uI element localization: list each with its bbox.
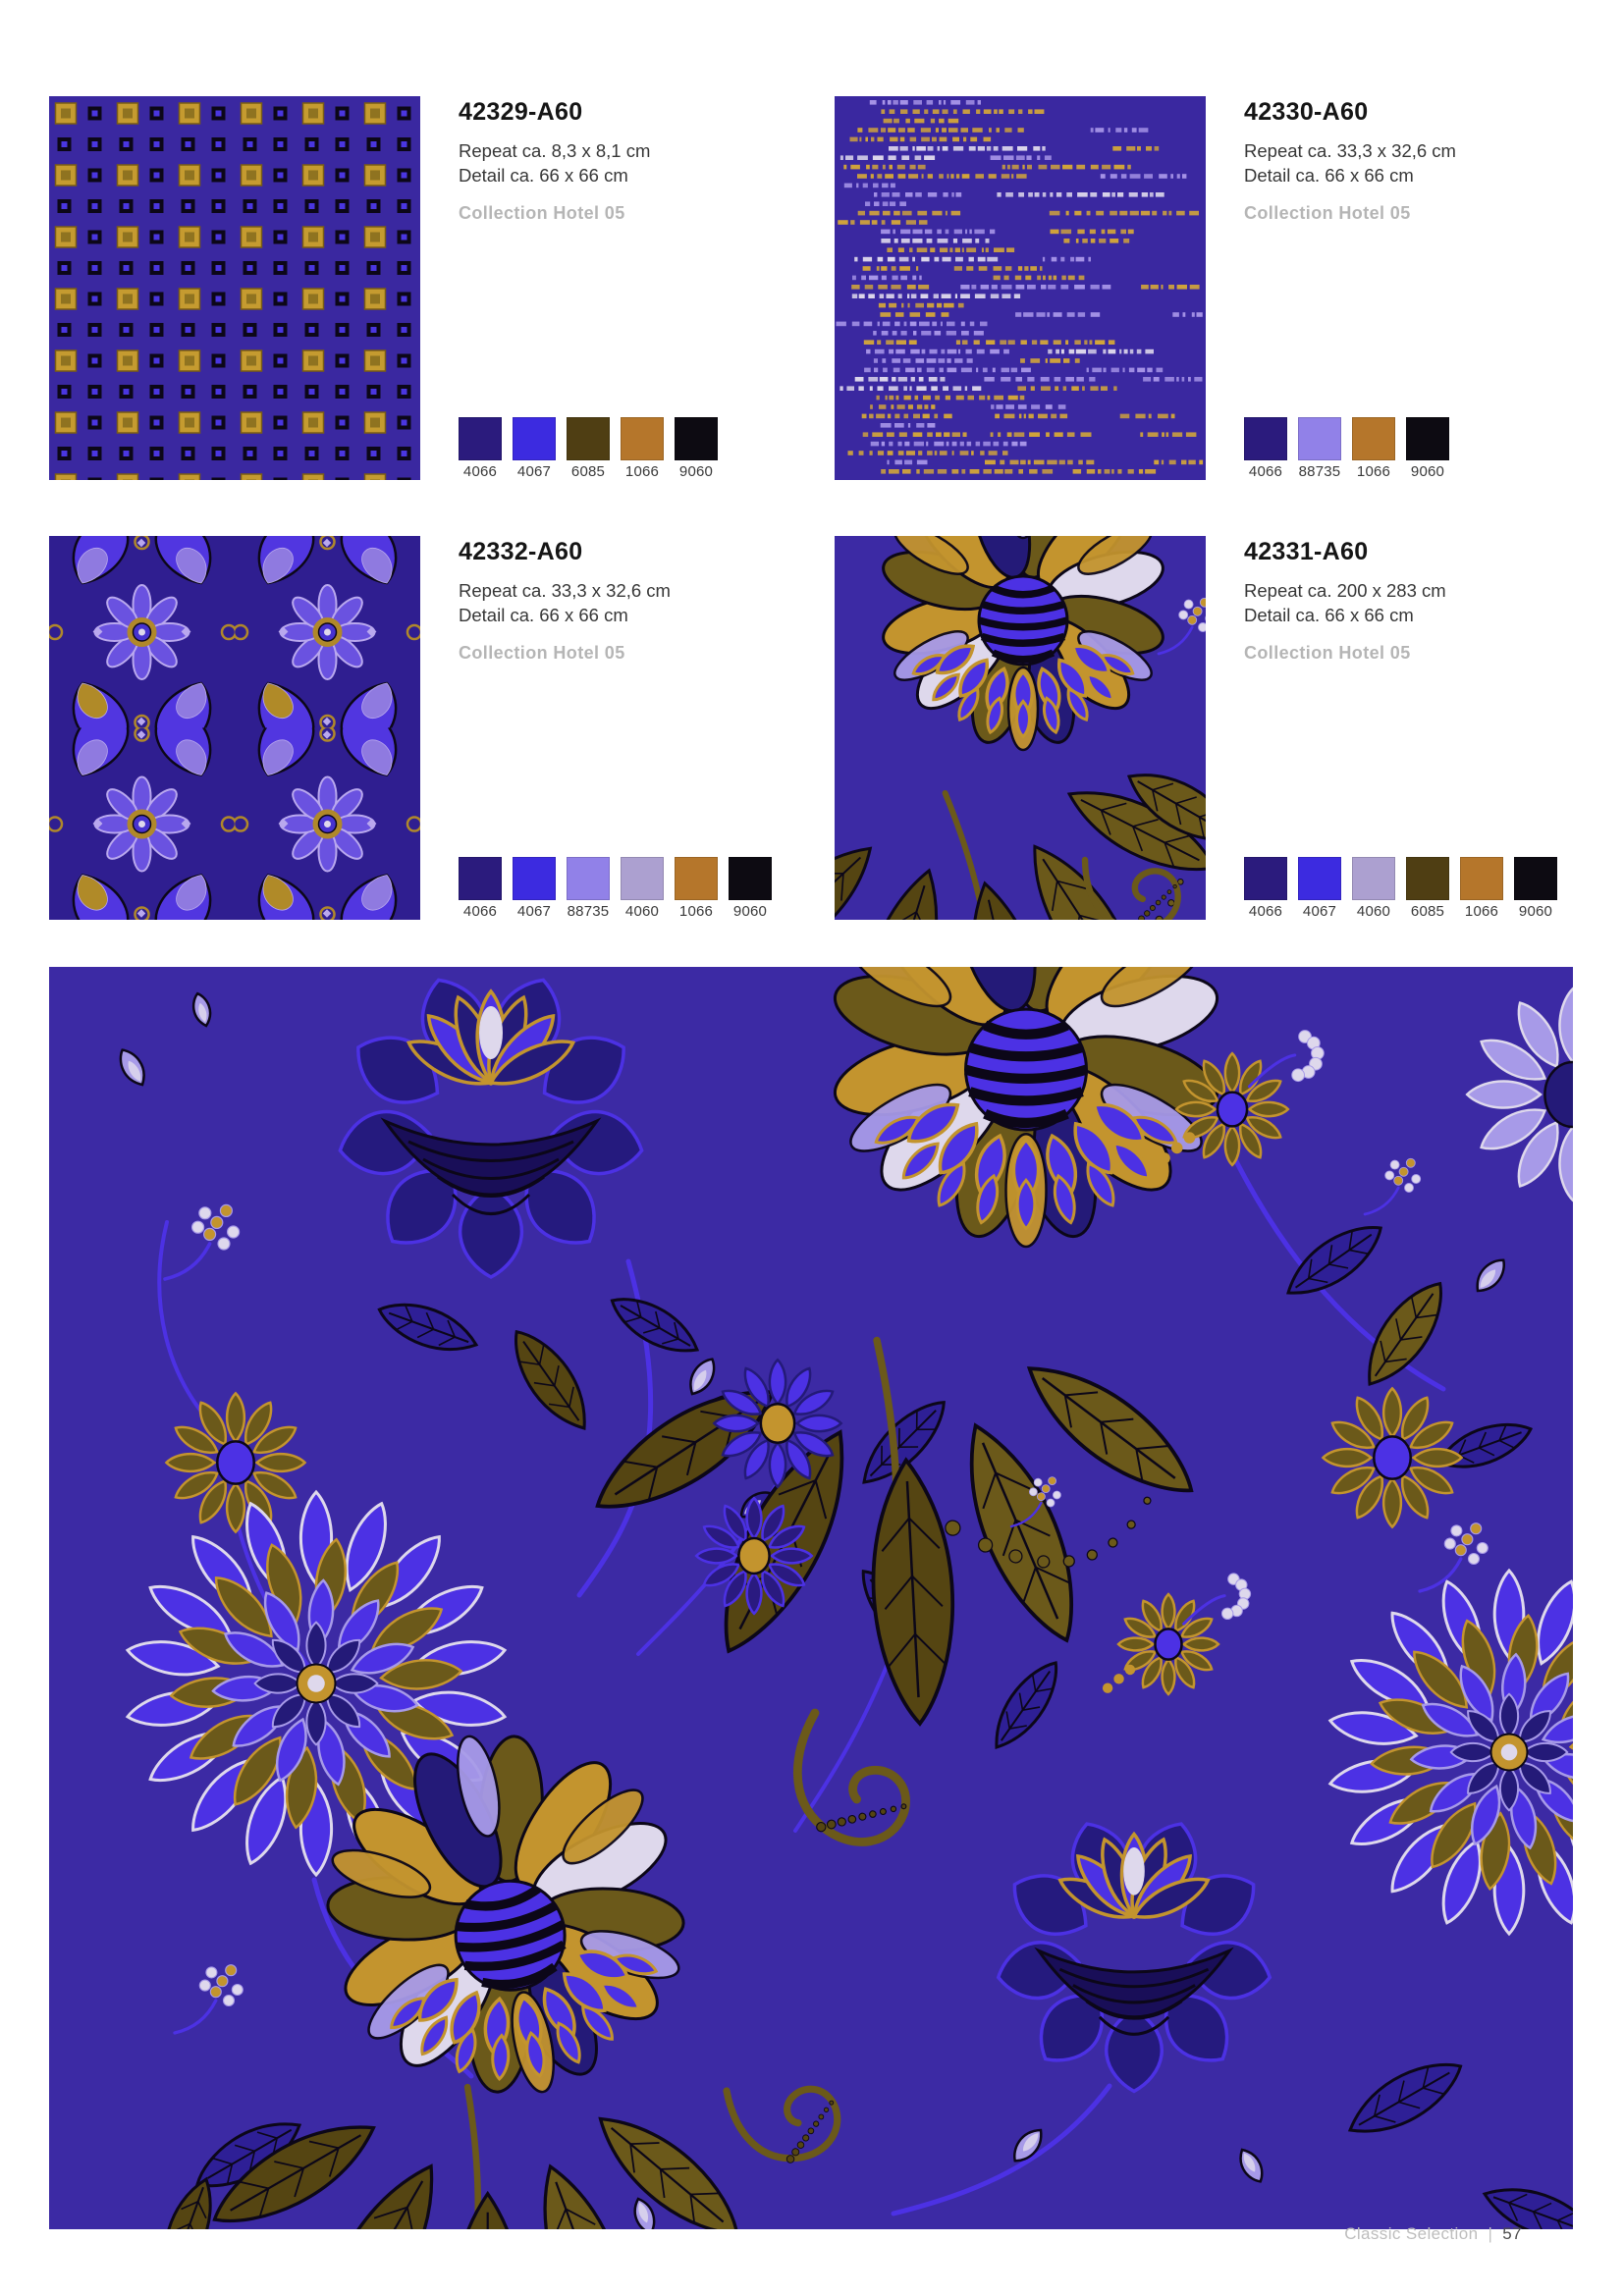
swatch-row: [459, 857, 772, 920]
color-swatch-chip: [459, 417, 502, 460]
collection-name: Collection Hotel 05: [459, 643, 625, 664]
collection-name: Collection Hotel 05: [1244, 643, 1411, 664]
color-swatch: [513, 417, 556, 480]
color-swatch: [1298, 417, 1341, 480]
color-swatch: [567, 417, 610, 480]
color-swatch-chip: [513, 417, 556, 460]
color-swatch-label: 6085: [570, 463, 606, 480]
pattern-thumbnail-flower-detail: [835, 536, 1206, 920]
footer-separator: |: [1488, 2224, 1493, 2243]
color-swatch-chip: [1352, 857, 1395, 900]
product-code: 42329-A60: [459, 98, 583, 126]
color-swatch-label: 4060: [624, 903, 660, 920]
color-swatch-label: 4066: [462, 463, 498, 480]
color-swatch: [459, 857, 502, 920]
product-info: [459, 538, 772, 664]
color-swatch: [1406, 857, 1449, 920]
product-info: [459, 98, 718, 224]
color-swatch: [459, 417, 502, 480]
detail-size: Detail ca. 66 x 66 cm: [459, 165, 628, 187]
color-swatch: [621, 857, 664, 920]
collection-name: Collection Hotel 05: [1244, 203, 1411, 224]
color-swatch-chip: [1298, 857, 1341, 900]
color-swatch: [621, 417, 664, 480]
color-swatch-label: 4060: [1356, 903, 1391, 920]
color-swatch-label: 1066: [1464, 903, 1499, 920]
color-swatch-chip: [621, 417, 664, 460]
detail-size: Detail ca. 66 x 66 cm: [1244, 605, 1414, 626]
color-swatch-chip: [567, 857, 610, 900]
color-swatch-label: 4066: [1248, 463, 1283, 480]
color-swatch-label: 4067: [516, 903, 552, 920]
color-swatch: [1352, 417, 1395, 480]
product-code: 42331-A60: [1244, 538, 1369, 565]
color-swatch-label: 4066: [1248, 903, 1283, 920]
color-swatch-chip: [1406, 417, 1449, 460]
color-swatch-label: 4067: [516, 463, 552, 480]
repeat-size: Repeat ca. 33,3 x 32,6 cm: [459, 580, 671, 601]
collection-name: Collection Hotel 05: [459, 203, 625, 224]
product-info: [1244, 98, 1456, 224]
page-number: 57: [1502, 2224, 1522, 2243]
color-swatch-label: 1066: [1356, 463, 1391, 480]
color-swatch-label: 9060: [732, 903, 768, 920]
color-swatch-chip: [1244, 417, 1287, 460]
color-swatch: [1514, 857, 1557, 920]
detail-size: Detail ca. 66 x 66 cm: [459, 605, 628, 626]
product-card: [49, 96, 807, 480]
repeat-size: Repeat ca. 200 x 283 cm: [1244, 580, 1446, 601]
color-swatch: [675, 417, 718, 480]
repeat-size: Repeat ca. 33,3 x 32,6 cm: [1244, 140, 1456, 161]
color-swatch-chip: [1406, 857, 1449, 900]
color-swatch: [1406, 417, 1449, 480]
color-swatch-chip: [459, 857, 502, 900]
color-swatch: [1460, 857, 1503, 920]
color-swatch-label: 88735: [567, 903, 610, 920]
color-swatch-chip: [567, 417, 610, 460]
color-swatch-label: 1066: [624, 463, 660, 480]
pattern-thumbnail-dashes: [835, 96, 1206, 480]
pattern-thumbnail-squares: [49, 96, 420, 480]
color-swatch-label: 9060: [1518, 903, 1553, 920]
color-swatch-chip: [675, 857, 718, 900]
color-swatch-chip: [1352, 417, 1395, 460]
color-swatch-label: 6085: [1410, 903, 1445, 920]
product-card: [49, 536, 807, 920]
color-swatch-chip: [1514, 857, 1557, 900]
swatch-row: [1244, 857, 1557, 920]
color-swatch-label: 1066: [678, 903, 714, 920]
color-swatch-chip: [1298, 417, 1341, 460]
color-swatch: [1244, 857, 1287, 920]
color-swatch: [729, 857, 772, 920]
pattern-thumbnail-paisley: [49, 536, 420, 920]
color-swatch: [1244, 417, 1287, 480]
color-swatch-chip: [675, 417, 718, 460]
product-code: 42332-A60: [459, 538, 583, 565]
color-swatch-label: 9060: [678, 463, 714, 480]
repeat-size: Repeat ca. 8,3 x 8,1 cm: [459, 140, 651, 161]
color-swatch: [567, 857, 610, 920]
color-swatch-label: 88735: [1298, 463, 1341, 480]
page-footer: [1344, 2224, 1522, 2244]
color-swatch: [1352, 857, 1395, 920]
color-swatch: [1298, 857, 1341, 920]
footer-section-title: Classic Selection: [1344, 2224, 1479, 2243]
color-swatch-chip: [621, 857, 664, 900]
color-swatch-label: 9060: [1410, 463, 1445, 480]
color-swatch-chip: [1244, 857, 1287, 900]
color-swatch: [513, 857, 556, 920]
product-info: [1244, 538, 1557, 664]
detail-size: Detail ca. 66 x 66 cm: [1244, 165, 1414, 187]
product-card: [835, 536, 1593, 920]
color-swatch-chip: [1460, 857, 1503, 900]
swatch-row: [459, 417, 718, 480]
product-card: [835, 96, 1593, 480]
color-swatch-label: 4067: [1302, 903, 1337, 920]
color-swatch-label: 4066: [462, 903, 498, 920]
product-code: 42330-A60: [1244, 98, 1369, 126]
color-swatch: [675, 857, 718, 920]
swatch-row: [1244, 417, 1456, 480]
pattern-preview-large: [49, 967, 1573, 2229]
color-swatch-chip: [513, 857, 556, 900]
color-swatch-chip: [729, 857, 772, 900]
